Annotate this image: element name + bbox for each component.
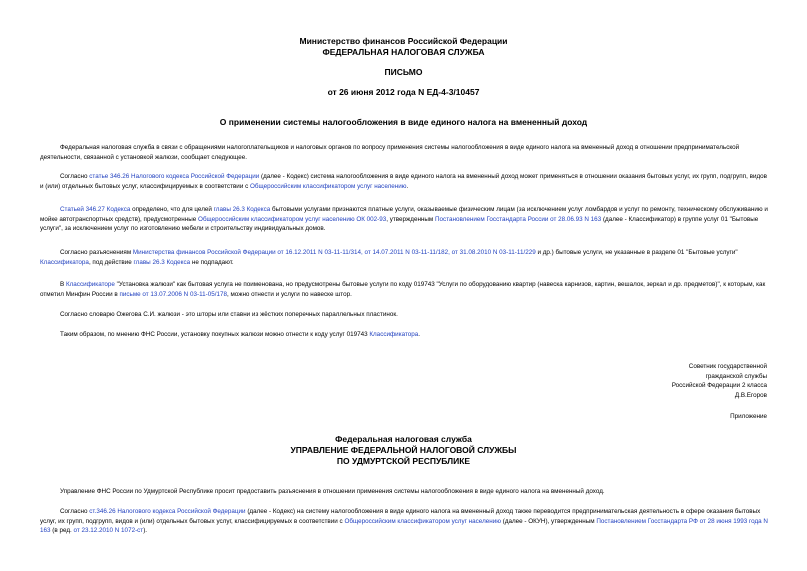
link-classifier-2[interactable]: Классификатора <box>40 258 89 266</box>
link-article-346-27[interactable]: Статьей 346.27 Кодекса <box>60 206 131 213</box>
document-type: ПИСЬМО <box>384 67 423 77</box>
paragraph-2 <box>40 172 770 191</box>
link-chapter-26-3[interactable]: главы 26.3 Кодекса <box>213 206 271 213</box>
service-name: ФЕДЕРАЛЬНАЯ НАЛОГОВАЯ СЛУЖБА <box>322 47 485 57</box>
text: . <box>406 182 409 190</box>
appendix-org-2: УПРАВЛЕНИЕ ФЕДЕРАЛЬНОЙ НАЛОГОВОЙ СЛУЖБЫ <box>290 445 517 455</box>
text: "Установка жалюзи" как бытовая услуга не поименована, но предусмотрены бытовые услуги по коду 019743 "Услуги по оборудованию квартир (навеска карнизов, картин, вешалок, зеркал и др. предметов)", к которым, как отметил Минфин России в <box>40 281 766 298</box>
link-ok-002-93[interactable]: Общероссийским классификатором услуг населению ОК 002-93 <box>198 215 387 223</box>
paragraph-7 <box>40 330 770 340</box>
text: (далее - ОКУН), утвержденным <box>500 517 597 525</box>
text: (далее - Классификатор) в группе услуг 01 "Бытовые услуги", за исключением услуг по изготовлению мебели и строительству индивидуальных домов. <box>40 215 759 232</box>
link-article-346-26[interactable]: статье 346.26 Налогового кодекса Российской Федерации <box>89 173 260 180</box>
text: Согласно <box>60 508 90 515</box>
link-gosstandart-1993[interactable]: Постановлением Госстандарта РФ от 28 июня 1993 года N 163 <box>40 517 768 534</box>
paragraph-3 <box>40 205 770 234</box>
signature-line-3: Российской Федерации 2 класса <box>671 382 767 389</box>
link-st-346-26[interactable]: ст.346.26 Налогового кодекса Российской Федерации <box>89 508 246 515</box>
text: и др.) бытовые услуги, не указанные в разделе 01 "Бытовые услуги" <box>535 249 738 256</box>
link-minfin-letter-2006[interactable]: письме от 13.07.2006 N 03-11-05/178 <box>119 290 227 298</box>
document-date-number: от 26 июня 2012 года N ЕД-4-3/10457 <box>327 87 480 97</box>
appendix-paragraph-1: Управление ФНС России по Удмуртской Республике просит предоставить разъяснения в отношении применения системы налогообложения в виде единого налога на вмененный доход. <box>60 488 605 495</box>
text: бытовыми услугами признаются платные услуги, оказываемые физическим лицам (за исключением услуг ломбардов и услуг по ремонту, техническому обслуживанию и мойке автотранспортных средств), предусмотренные <box>40 206 768 223</box>
text: . <box>418 331 421 338</box>
appendix-label: Приложение <box>730 413 767 420</box>
text: В <box>60 281 66 288</box>
link-classifier[interactable]: Общероссийским классификатором услуг населению <box>249 182 407 190</box>
link-classifier-4[interactable]: Классификатора <box>369 331 419 338</box>
text: (далее - Кодекс) система налогообложения в виде единого налога на вмененный доход может применяться в отношении оказания бытовых услуг, их групп, подгрупп, видов и (или) отдельных бытовых услуг, классифицируемых в соответствии с <box>40 173 767 190</box>
paragraph-6: Согласно словарю Ожегова С.И. жалюзи - это шторы или ставни из жёстких поперечных параллельных пластинок. <box>60 311 398 318</box>
link-chapter-26-3-b[interactable]: главы 26.3 Кодекса <box>133 258 191 266</box>
signature-line-1: Советник государственной <box>688 363 767 370</box>
text: ). <box>143 527 148 534</box>
appendix-org-1: Федеральная налоговая служба <box>335 434 472 444</box>
paragraph-1: Федеральная налоговая служба в связи с обращениями налогоплательщиков и налоговых органов по вопросу применения системы налогообложения в виде единого налога на вмененный доход в отношении предпринимательской деятельности, связанной с установкой жалюзи, сообщает следующее. <box>40 144 740 161</box>
text: (далее - Кодекс) на систему налогообложения в виде единого налога на вмененный доход также переводится предпринимательская деятельность в сфере оказания бытовых услуг, их групп, подгрупп, видов и (или) отдельных бытовых услуг, классифицируемых в соответствии с <box>40 508 761 525</box>
text: (в ред. <box>50 527 74 534</box>
text: Согласно разъяснениям <box>60 249 133 256</box>
text: определено, что для целей <box>130 206 214 213</box>
text: Таким образом, по мнению ФНС России, установку покупных жалюзи можно отнести к коду услуг 019743 <box>60 331 370 338</box>
ministry-name: Министерство финансов Российской Федерации <box>299 36 508 46</box>
text: не подпадают. <box>190 258 234 266</box>
text: , можно отнести и услуги по навеске штор. <box>226 290 352 298</box>
link-gosstandart-resolution[interactable]: Постановлением Госстандарта России от 28.06.93 N 163 <box>435 215 602 223</box>
signature-line-2: гражданской службы <box>705 372 767 380</box>
appendix-paragraph-2 <box>40 507 770 536</box>
appendix-org-3: ПО УДМУРТСКОЙ РЕСПУБЛИКЕ <box>336 456 471 466</box>
text: Согласно <box>60 173 90 180</box>
paragraph-4 <box>40 248 770 267</box>
link-classifier-3[interactable]: Классификаторе <box>65 281 115 288</box>
paragraph-5 <box>40 280 770 299</box>
link-2010-amendment[interactable]: от 23.12.2010 N 1072-ст <box>73 527 144 534</box>
text: , под действие <box>88 258 134 266</box>
link-minfin-letters[interactable]: Министерства финансов Российской Федерации от 16.12.2011 N 03-11-11/314, от 14.07.2011 N 03-11-11/182, от 31.08.2010 N 03-11-11/229 <box>132 249 536 256</box>
link-okun[interactable]: Общероссийским классификатором услуг населению <box>344 517 501 525</box>
signature-name: Д.В.Егоров <box>734 391 767 399</box>
document-title: О применении системы налогообложения в виде единого налога на вмененный доход <box>219 117 588 127</box>
signature-block <box>672 362 767 400</box>
text: , утвержденным <box>386 215 436 223</box>
